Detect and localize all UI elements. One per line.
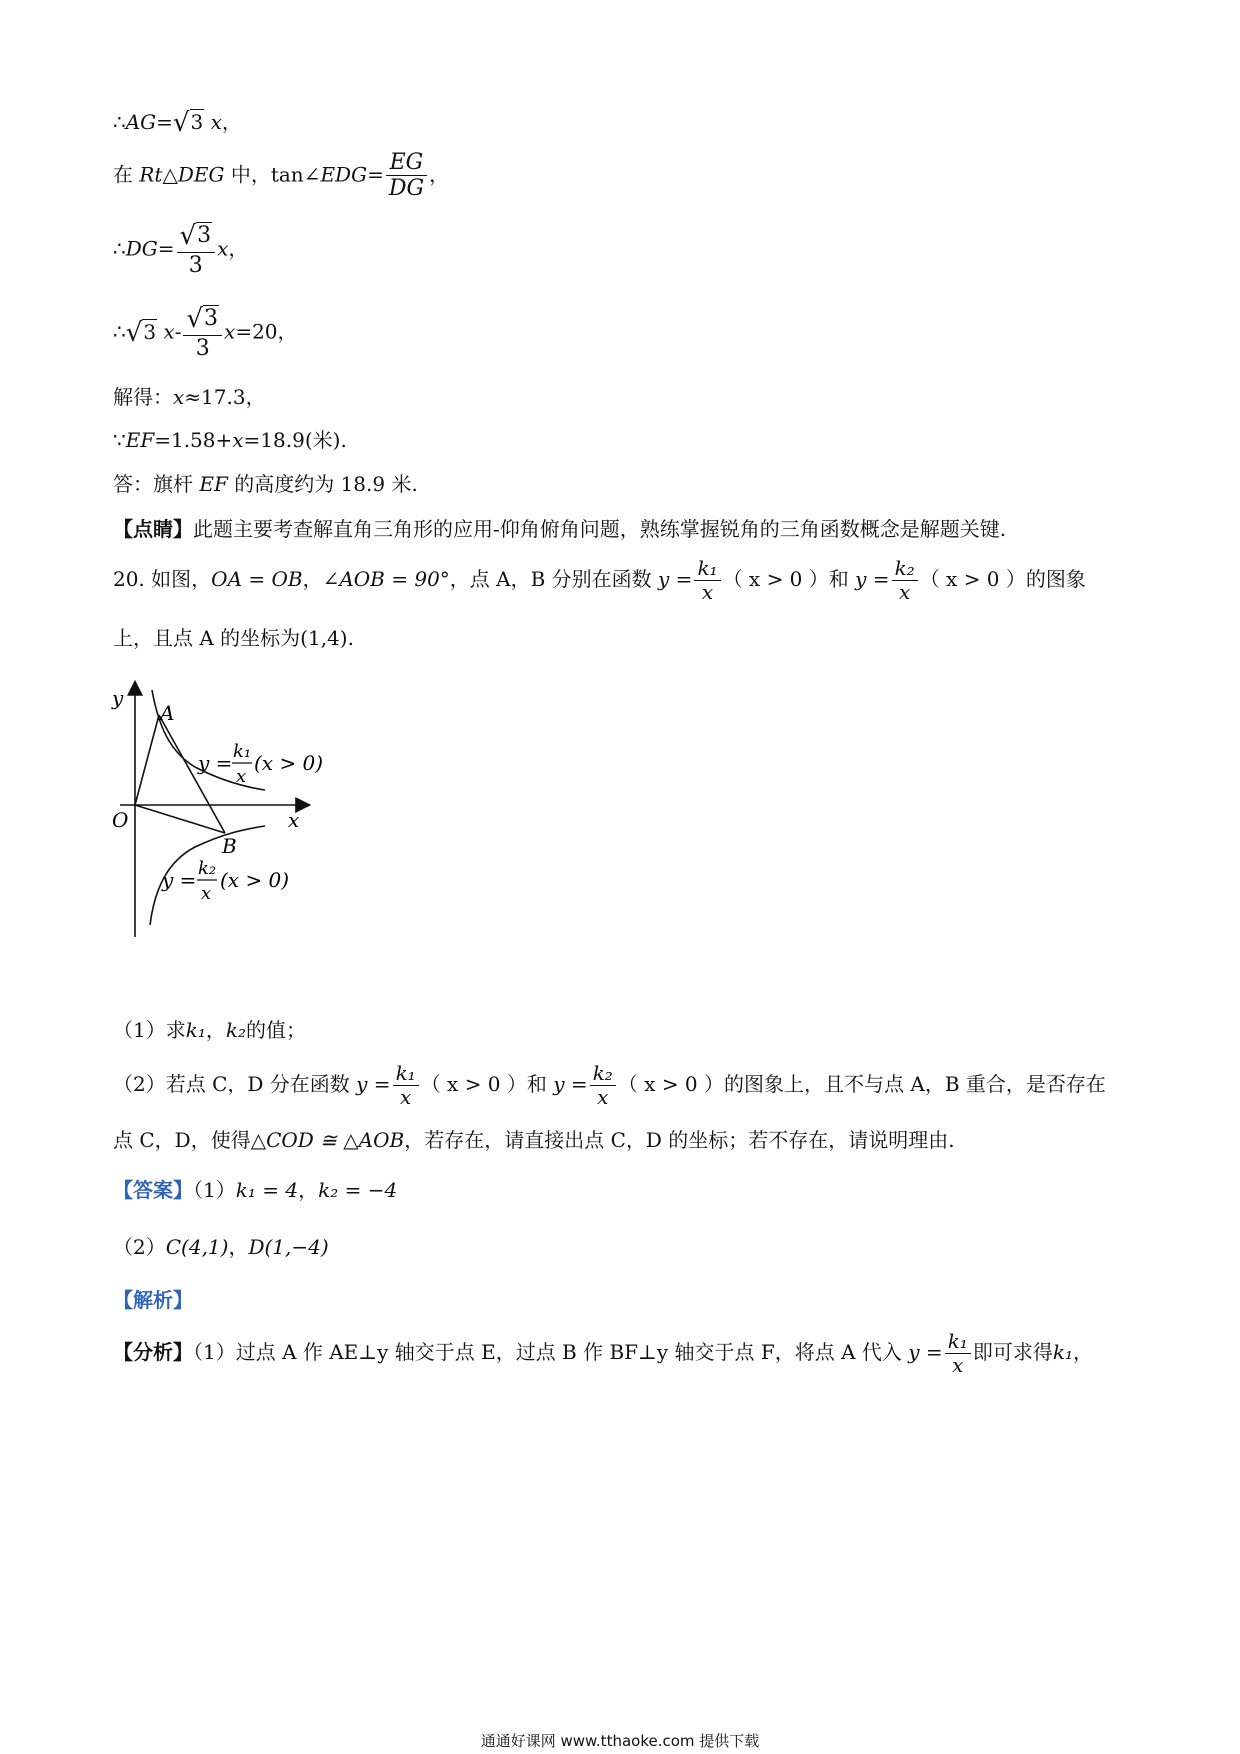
formula2-y: y = [162,868,197,892]
formula2-k: k₂ [198,858,217,879]
fraction-k2-over-x: $\frac{\text{k₂}}{x}$ [590,1062,616,1109]
label-b: B [222,834,237,858]
line-answer-height: 答：旗杆 EF 的高度约为 18.9 米. [113,472,418,496]
question-20-line1: 20. 如图，OA = OB，∠AOB = 90°，点 A，B 分别在函数 y = $\frac{\text{k₁}}{x}$ （ x > 0 ）和 y = $\frac{\text{k₂}}{x}$ （ x > 0 ）的图象 [113,556,1086,604]
fenxi-tag: 【分析】 [113,1340,193,1364]
label-o: O [112,808,129,832]
label-a: A [160,701,175,725]
formula1-y: y = [198,751,233,775]
subquestion-2-line1: （2）若点 C，D 分在函数 y = $\frac{\text{k₁}}{x}$ （ x > 0 ）和 y = $\frac{\text{k₂}}{x}$ （ x > 0 ）的图象上，且不与点 A，B 重合，是否存在 [113,1061,1106,1109]
analysis-tag: 【解析】 [113,1288,193,1312]
label-y: y [112,686,124,710]
analysis-text-line: 【分析】（1）过点 A 作 AE⊥y 轴交于点 E，过点 B 作 BF⊥y 轴交于点 F，将点 A 代入 y = $\frac{\text{k₁}}{x}$ 即可求得k₁， [113,1329,1093,1377]
answer-line2: （2）C(4,1)，D(1,−4) [113,1235,329,1259]
label-x: x [288,808,300,832]
coordinate-figure [110,675,370,955]
fraction-sqrt3-over-3: $\frac{√3}{3}$ [183,305,222,361]
sqrt-3: √3 [172,108,204,138]
formula2-domain: (x > 0) [220,868,290,892]
line-equation: ∴√3 x- $\frac{√3}{3}$ x=20， [113,304,298,361]
fraction-k1-over-x: $\frac{\text{k₁}}{x}$ [694,557,720,604]
formula2-x: x [201,883,212,904]
therefore-symbol: ∴ [113,110,126,134]
line-ef: ∵EF=1.58+x=18.9(米). [113,428,347,452]
segment-ag: AG [125,110,157,134]
answer-tag: 【答案】 [113,1178,193,1202]
formula1-k: k₁ [233,741,252,762]
subquestion-2-line2: 点 C，D，使得△COD ≅ △AOB，若存在，请直接出点 C，D 的坐标；若不存在，请说明理由. [113,1128,955,1152]
formula1-x: x [236,766,247,787]
segment-oa [135,715,159,805]
subquestion-1: （1）求k₁，k₂的值； [113,1018,307,1042]
line-ag: ∴AG=√3 x， [113,108,242,138]
fraction-k2-over-x: $\frac{\text{k₂}}{x}$ [892,557,918,604]
equals: = [156,110,173,134]
formula1-domain: (x > 0) [254,751,324,775]
line-dg: ∴DG= $\frac{√3}{3}$ x， [113,221,249,278]
fraction-sqrt3-over-3: $\frac{√3}{3}$ [177,222,216,278]
page-footer: 通通好课网 www.tthaoke.com 提供下载 [480,1732,760,1750]
var-x: x [210,110,222,134]
fraction-k1-over-x: $\frac{\text{k₁}}{x}$ [945,1330,971,1377]
line-tan: 在 Rt△DEG 中，tan∠EDG= $\frac{EG}{DG}$ ， [113,150,450,202]
question-20-line2: 上，且点 A 的坐标为(1,4). [113,626,354,650]
dianjing-tag: 【点睛】 [113,517,193,541]
line-solve: 解得：x≈17.3， [113,385,266,409]
fraction-eg-dg: $\frac{EG}{DG}$ [386,150,427,202]
analysis-tag-line [113,1288,193,1312]
line-dianjing: 【点睛】此题主要考查解直角三角形的应用-仰角俯角问题，熟练掌握锐角的三角函数概念是解题关键. [113,517,1007,541]
answer-line1: 【答案】（1）k₁ = 4，k₂ = −4 [113,1178,398,1202]
fraction-k1-over-x: $\frac{\text{k₁}}{x}$ [393,1062,419,1109]
